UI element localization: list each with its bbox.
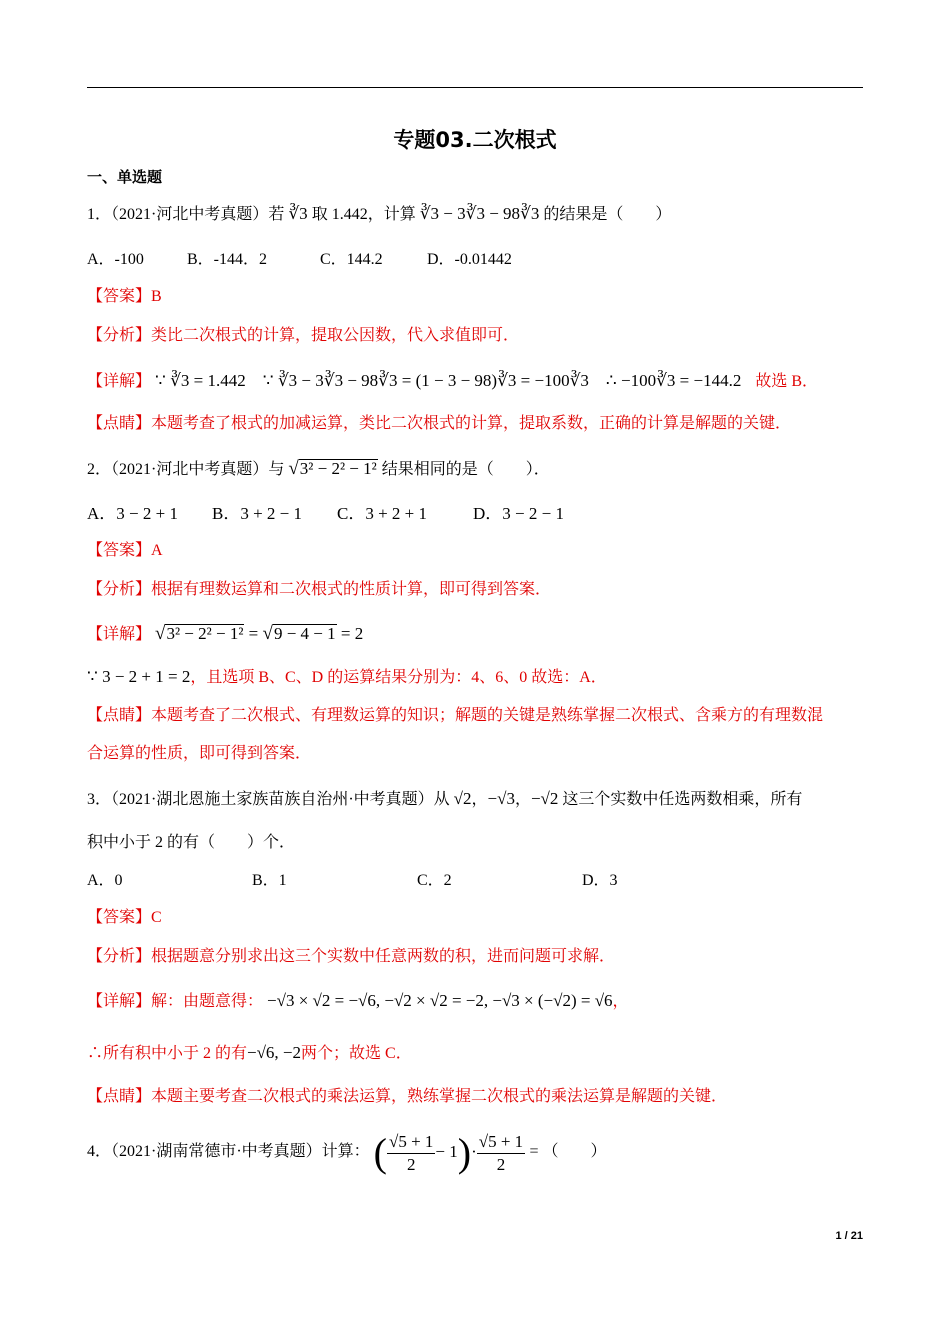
question-3-answer: 【答案】C [87,909,162,926]
option-a: A．-100 [87,251,144,268]
cube-root-3: ∛3 [288,204,308,223]
question-3-analysis: 【分析】根据题意分别求出这三个实数中任意两数的积，进而问题可求解． [87,948,616,965]
header-rule [87,87,863,88]
page-number: 1 / 21 [835,1230,863,1242]
question-2-detail-line-2: ∵ 3 − 2 + 1 = 2，且选项 B、C、D 的运算结果分别为：4、6、0 故选：A． [87,667,607,686]
question-2-answer: 【答案】A [87,542,163,559]
question-3-stem-line-2: 积中小于 2 的有（ ）个． [87,834,296,851]
question-1-expression: ∛3 − 3∛3 − 98∛3 [419,204,540,223]
page-title: 专题03.二次根式 [393,128,557,152]
option-c: C．2 [417,872,452,889]
question-1-answer: 【答案】B [87,288,162,305]
question-2-note-line-1: 【点睛】本题考查了二次根式、有理数运算的知识；解题的关键是熟练掌握二次根式、含乘方的有理数混 [87,707,824,724]
question-2-options [87,504,564,524]
question-2-stem: 2．（2021·河北中考真题）与 √3² − 2² − 1² 结果相同的是（ ）． [87,458,550,479]
option-b: B．1 [252,872,287,889]
question-4-expression: ( $\frac{√5 + 1}{2}$ − 1)· $\frac{√5 + 1}{2}$ [373,1130,524,1176]
question-1-stem: 1．（2021·河北中考真题）若 ∛3 取 1.442，计算 ∛3 − 3∛3 − 98∛3 的结果是（ ） [87,204,672,223]
option-d: D．3 [582,872,618,889]
option-c: C．3 + 2 + 1 [337,504,428,523]
question-3-note: 【点睛】本题主要考查二次根式的乘法运算，熟练掌握二次根式的乘法运算是解题的关键． [87,1088,728,1105]
question-1-detail-math: ∵ ∛3 = 1.442 ∵ ∛3 − 3∛3 − 98∛3 = (1 − 3 − 98)∛3 = −100∛3 ∴ −100∛3 = −144.2 [155,371,742,390]
question-1-analysis: 【分析】类比二次根式的计算，提取公因数，代入求值即可． [87,327,520,344]
option-b: B．-144．2 [187,251,268,268]
question-2-detail: 【详解】 √3² − 2² − 1² = √9 − 4 − 1 = 2 [87,623,364,644]
question-1-detail: 【详解】 ∵ ∛3 = 1.442 ∵ ∛3 − 3∛3 − 98∛3 = (1 − 3 − 98)∛3 = −100∛3 ∴ −100∛3 = −144.2 故选 B． [87,371,819,390]
option-d: D．-0.01442 [427,251,512,268]
option-a: A．3 − 2 + 1 [87,504,178,523]
option-d: D．3 − 2 − 1 [473,504,564,523]
question-4-stem: 4．（2021·湖南常德市·中考真题）计算： ( $\frac{√5 + 1}{2}$ − 1)· $\frac{√5 + 1}{2}$ = （ ） [87,1130,607,1176]
sqrt-expression: √3² − 2² − 1² [288,458,377,479]
option-c: C．144.2 [320,251,383,268]
question-3-options [87,871,618,891]
option-a: A．0 [87,872,123,889]
option-b: B．3 + 2 − 1 [212,504,303,523]
section-heading: 一、单选题 [87,168,163,186]
question-1-note: 【点睛】本题考查了根式的加减运算，类比二次根式的计算，提取系数，正确的计算是解题的关键． [87,415,792,432]
question-1-options [87,250,512,270]
question-2-note-line-2: 合运算的性质，即可得到答案． [87,745,312,762]
question-3-conclusion: ∴所有积中小于 2 的有−√6, −2两个；故选 C． [87,1043,412,1062]
question-2-analysis: 【分析】根据有理数运算和二次根式的性质计算，即可得到答案． [87,581,552,598]
question-3-stem: 3．（2021·湖北恩施土家族苗族自治州·中考真题）从 √2，−√3，−√2 这三个实数中任选两数相乘，所有 [87,789,803,808]
question-3-detail: 【详解】解：由题意得： −√3 × √2 = −√6, −√2 × √2 = −2, −√3 × (−√2) = √6， [87,991,629,1010]
